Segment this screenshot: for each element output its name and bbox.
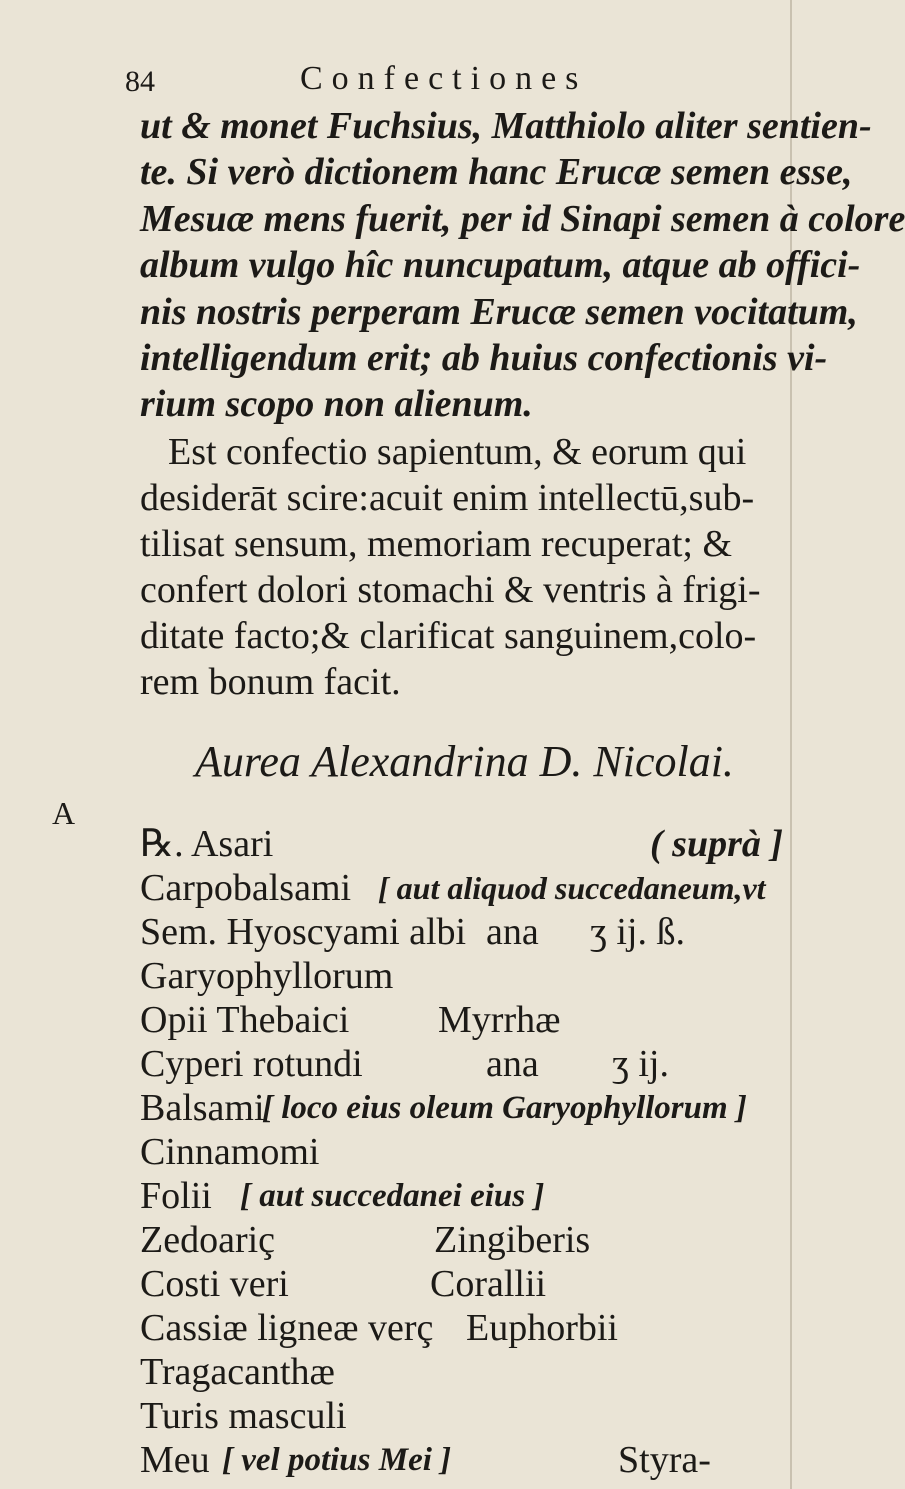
page-number: 84 <box>125 65 155 98</box>
margin-letter: A <box>52 795 76 831</box>
ingredient-dose: ʒ ij. <box>612 1043 669 1085</box>
recipe-lead: ℞. Asari <box>140 823 274 865</box>
ingredient: Opii Thebaici <box>140 999 350 1041</box>
paragraph-line: ditate facto;& clarificat sanguinem,colo- <box>140 615 757 657</box>
ingredient: Meu <box>140 1439 210 1481</box>
ingredient-second: Myrrhæ <box>438 999 561 1041</box>
ingredient: Balsami <box>140 1087 265 1129</box>
ingredient-note: [ aut succedanei eius ] <box>240 1178 545 1214</box>
ingredient-second: Corallii <box>430 1263 547 1305</box>
intro-line: Mesuæ mens fuerit, per id Sinapi semen à colore <box>140 198 905 240</box>
ingredient: Tragacanthæ <box>140 1351 335 1393</box>
ingredient: Folii <box>140 1175 212 1217</box>
ingredient: Carpobalsami <box>140 867 352 909</box>
intro-line: ut & monet Fuchsius, Matthiolo aliter sentien- <box>140 105 872 147</box>
ingredient-second: Euphorbii <box>466 1307 618 1349</box>
ingredient-note: [ aut aliquod succedaneum,vt <box>378 870 766 906</box>
ingredient-dose: ʒ ij. ß. <box>590 911 685 953</box>
paragraph-line: desiderāt scire:acuit enim intellectū,sub- <box>140 477 755 519</box>
intro-line: nis nostris perperam Erucæ semen vocitatum, <box>140 291 858 333</box>
catchword: Styra- <box>618 1439 711 1481</box>
ingredient: Turis masculi <box>140 1395 347 1437</box>
intro-line: album vulgo hîc nuncupatum, atque ab offici- <box>140 244 861 286</box>
running-title: Confectiones <box>300 60 588 97</box>
paragraph-line: tilisat sensum, memoriam recuperat; & <box>140 523 733 565</box>
intro-line: intelligendum erit; ab huius confectionis vi- <box>140 337 828 379</box>
ingredient: Cassiæ ligneæ verç <box>140 1307 434 1349</box>
ingredient-second: Zingiberis <box>434 1219 591 1261</box>
paragraph-line: Est confectio sapientum, & eorum qui <box>168 431 747 473</box>
ingredient: Garyophyllorum <box>140 955 394 997</box>
recipe-lead-note: ( suprà ] <box>650 823 784 865</box>
paragraph-line: rem bonum facit. <box>140 661 401 703</box>
ingredient: Cyperi rotundi <box>140 1043 363 1085</box>
ingredient-ana: ana <box>486 1043 539 1085</box>
ingredient-ana: ana <box>486 911 539 953</box>
paragraph-line: confert dolori stomachi & ventris à frigi- <box>140 569 761 611</box>
ingredient: Sem. Hyoscyami albi <box>140 911 467 953</box>
ingredient: Zedoariç <box>140 1219 276 1261</box>
ingredient: Costi veri <box>140 1263 289 1305</box>
section-title: Aurea Alexandrina D. Nicolai. <box>195 737 734 786</box>
ingredient-note: [ loco eius oleum Garyophyllorum ] <box>262 1090 747 1126</box>
ingredient: Cinnamomi <box>140 1131 320 1173</box>
intro-line: rium scopo non alienum. <box>140 383 533 425</box>
ingredient-note: [ vel potius Mei ] <box>222 1442 452 1478</box>
intro-line: te. Si verò dictionem hanc Erucæ semen esse, <box>140 151 853 193</box>
